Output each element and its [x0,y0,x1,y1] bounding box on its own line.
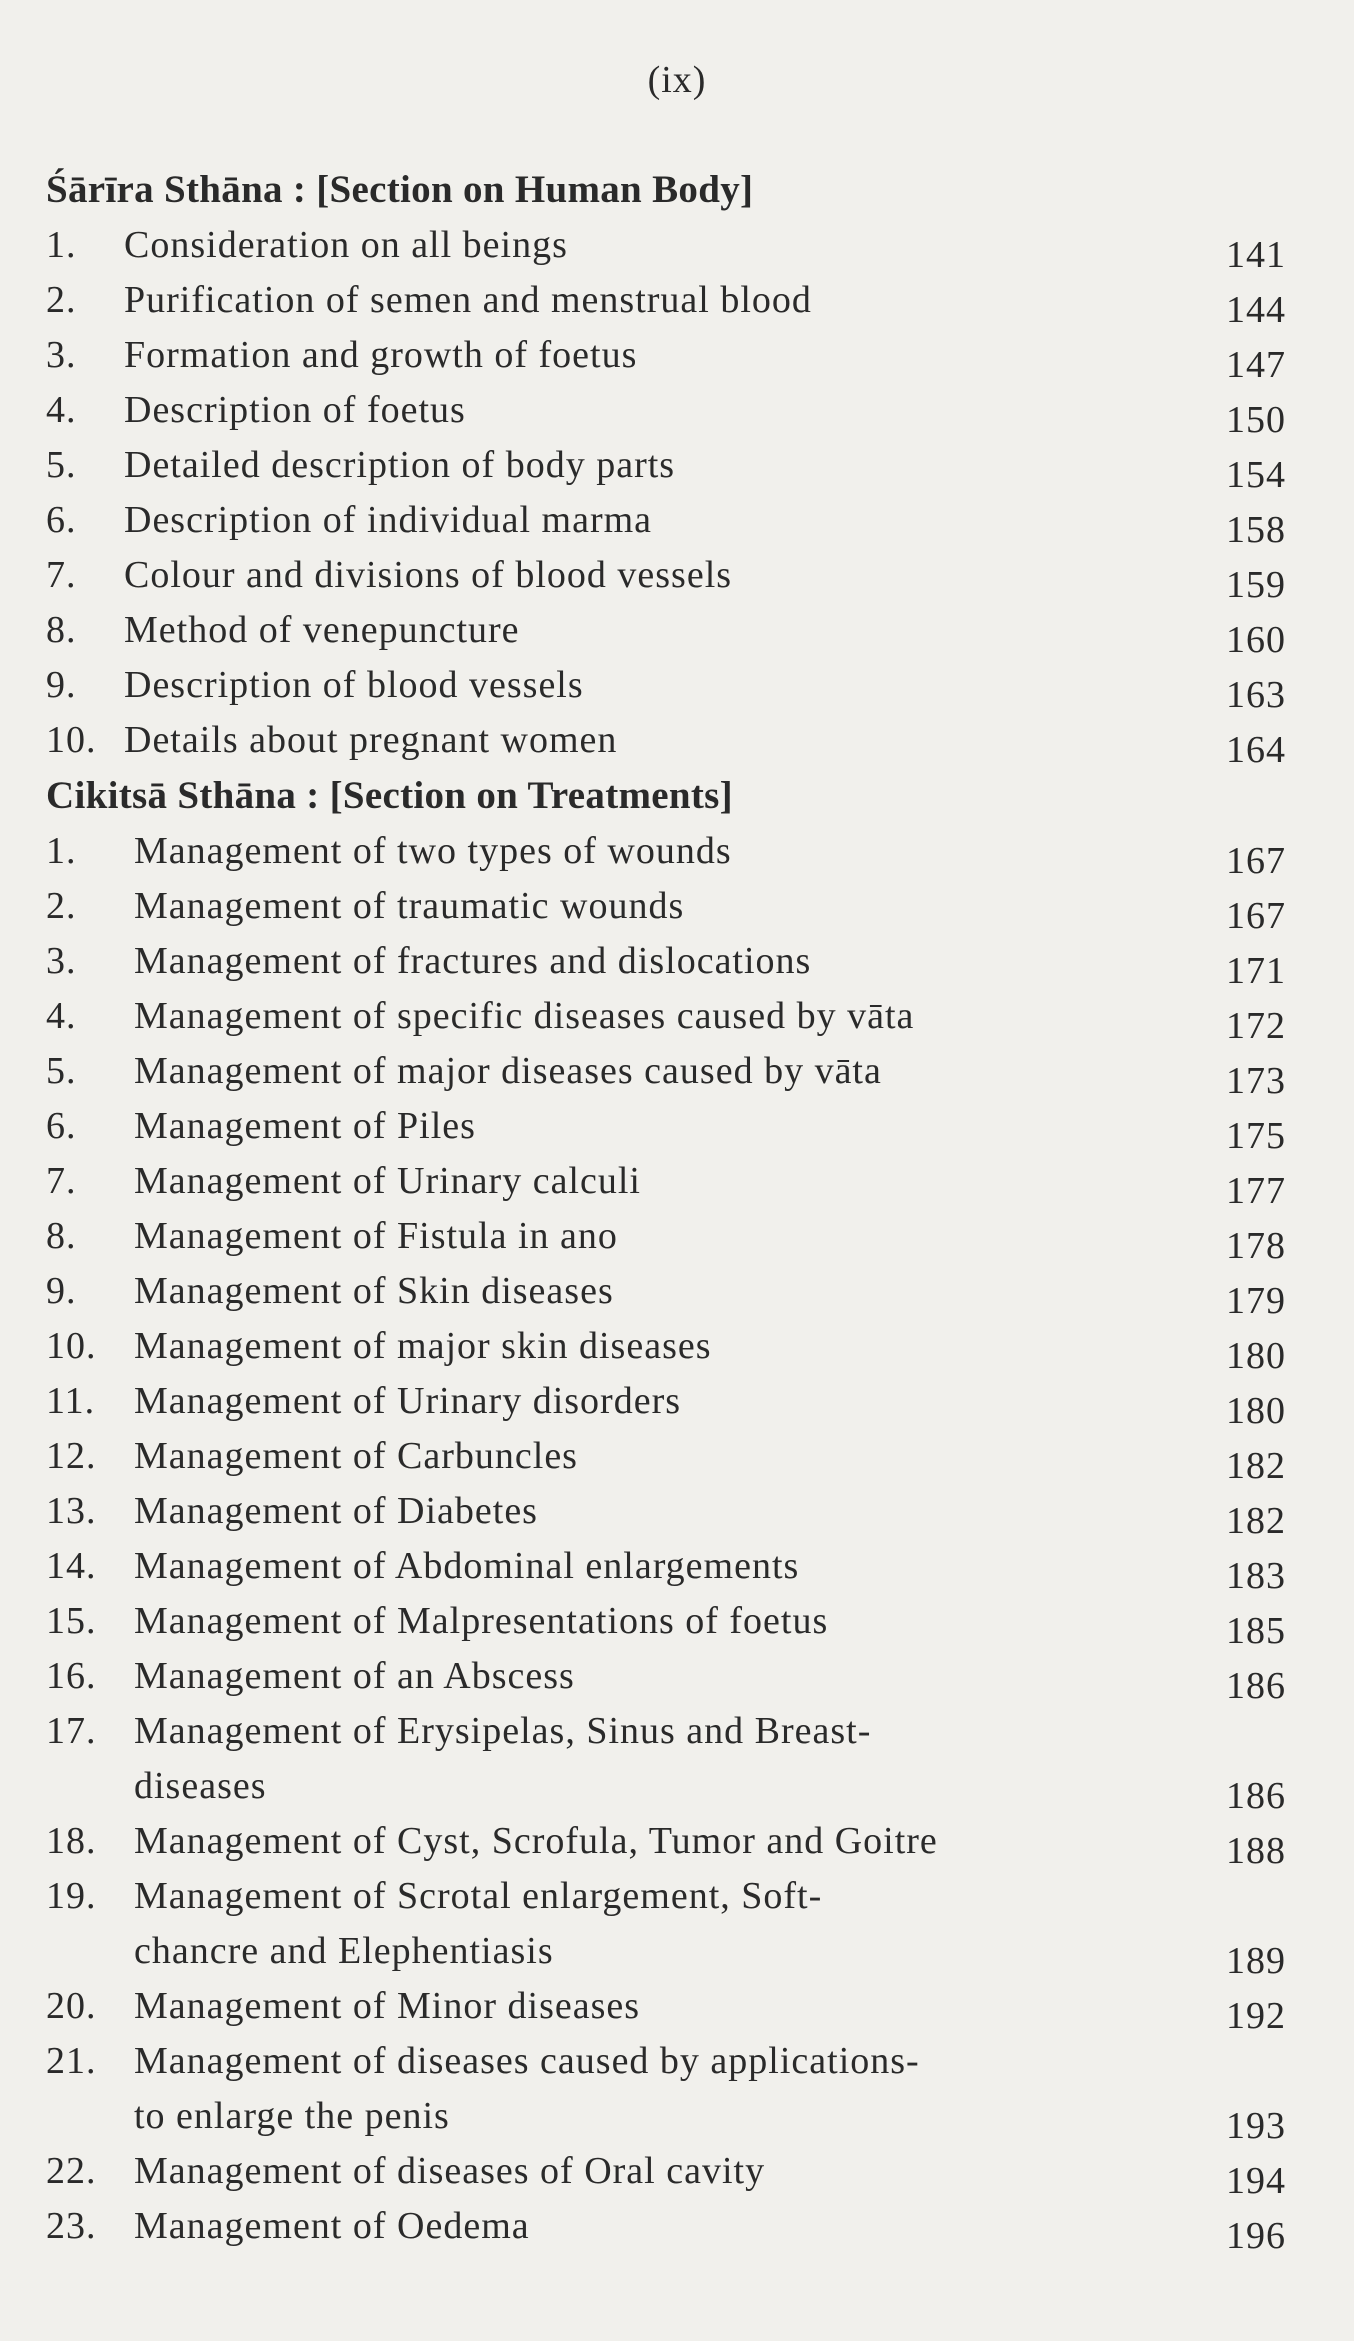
entry-title-line: chancre and Elephentiasis [134,1930,554,1972]
toc-entry [46,1374,1286,1432]
entry-title-line: Management of major skin diseases [134,1325,712,1367]
entry-page-number: 147 [1226,344,1286,386]
entry-title-line: Method of venepuncture [124,609,520,651]
entry-title-line: Management of Urinary disorders [134,1380,682,1422]
entry-number: 3. [46,334,77,376]
toc-entry [46,1154,1286,1212]
entry-title-line: Management of Diabetes [134,1490,538,1532]
entry-title-line: Management of Erysipelas, Sinus and Breast- [134,1710,872,1752]
toc-entry [46,1704,1286,1817]
entry-title-line: Colour and divisions of blood vessels [124,554,733,596]
entry-page-number: 144 [1226,289,1286,331]
entry-title [134,1979,1196,2034]
entry-page-number: 172 [1226,1005,1286,1047]
entry-title-line: Management of Minor diseases [134,1985,641,2027]
entry-number: 19. [46,1875,97,1917]
entry-title-line: Management of Fistula in ano [134,1215,618,1257]
table-of-contents [46,162,1286,2257]
entry-title [134,1099,1196,1154]
entry-number: 23. [46,2205,97,2247]
entry-title [134,1209,1196,1264]
entry-page-number: 178 [1226,1225,1286,1267]
entry-title [124,548,1196,603]
toc-entry [46,658,1286,716]
entry-page-number: 179 [1226,1280,1286,1322]
entry-page-number: 189 [1226,1940,1286,1982]
entry-page-number: 150 [1226,399,1286,441]
entry-title-line: Management of diseases of Oral cavity [134,2150,766,2192]
entry-title [124,383,1196,438]
toc-entry [46,493,1286,551]
entry-title [134,2144,1196,2199]
entry-title-line: Details about pregnant women [124,719,618,761]
entry-title [134,1429,1196,1484]
entry-number: 13. [46,1490,97,1532]
entry-page-number: 159 [1226,564,1286,606]
entry-title [124,218,1196,273]
entry-title-line: Management of Oedema [134,2205,530,2247]
entry-title-line: Management of Scrotal enlargement, Soft- [134,1875,823,1917]
entry-number: 7. [46,1160,77,1202]
toc-entry [46,2034,1286,2147]
entry-number: 1. [46,224,77,266]
entry-number: 17. [46,1710,97,1752]
entry-title-line: Purification of semen and menstrual blood [124,279,812,321]
entry-page-number: 185 [1226,1610,1286,1652]
entry-number: 16. [46,1655,97,1697]
entry-number: 11. [46,1380,96,1422]
toc-entry [46,989,1286,1047]
entry-number: 18. [46,1820,97,1862]
entry-number: 3. [46,940,77,982]
toc-entry [46,383,1286,441]
toc-entry [46,1429,1286,1487]
toc-entry [46,1044,1286,1102]
entry-number: 7. [46,554,77,596]
entry-title-line: Management of Piles [134,1105,476,1147]
toc-entry [46,1539,1286,1597]
entry-number: 10. [46,719,97,761]
entry-title [134,879,1196,934]
toc-entry [46,1979,1286,2037]
entry-number: 5. [46,1050,77,1092]
toc-entry [46,2199,1286,2257]
entry-page-number: 182 [1226,1500,1286,1542]
entry-page-number: 194 [1226,2160,1286,2202]
entry-number: 2. [46,885,77,927]
toc-entry [46,1869,1286,1982]
entry-page-number: 186 [1226,1775,1286,1817]
entry-title-line: Management of two types of wounds [134,830,732,872]
entry-title [124,328,1196,383]
entry-title [124,603,1196,658]
entry-number: 9. [46,664,77,706]
entry-number: 4. [46,995,77,1037]
entry-page-number: 175 [1226,1115,1286,1157]
entry-title [124,658,1196,713]
entry-page-number: 154 [1226,454,1286,496]
entry-title [134,934,1196,989]
entry-number: 14. [46,1545,97,1587]
toc-entry [46,1099,1286,1157]
entry-number: 12. [46,1435,97,1477]
entry-title-line: Description of blood vessels [124,664,584,706]
toc-entry [46,218,1286,276]
section-heading: Cikitsā Sthāna : [Section on Treatments] [46,774,733,817]
toc-entry [46,1814,1286,1872]
entry-title-line: Description of foetus [124,389,466,431]
entry-title-line: Detailed description of body parts [124,444,676,486]
entry-title-line: Formation and growth of foetus [124,334,638,376]
entry-page-number: 193 [1226,2105,1286,2147]
entry-title-line: Management of an Abscess [134,1655,575,1697]
entry-number: 1. [46,830,77,872]
entry-page-number: 167 [1226,840,1286,882]
entry-title-line: Management of Carbuncles [134,1435,578,1477]
entry-title-line: Management of traumatic wounds [134,885,685,927]
entry-title [134,824,1196,879]
entry-number: 20. [46,1985,97,2027]
entry-page-number: 192 [1226,1995,1286,2037]
entry-title [134,1484,1196,1539]
entry-title-line: Management of Cyst, Scrofula, Tumor and Goitre [134,1820,938,1862]
entry-page-number: 158 [1226,509,1286,551]
entry-title-line: Management of major diseases caused by vāta [134,1050,882,1092]
entry-number: 5. [46,444,77,486]
entry-title [124,493,1196,548]
entry-title [134,1594,1196,1649]
entry-title [134,989,1196,1044]
section-heading: Śārīra Sthāna : [Section on Human Body] [46,168,754,211]
entry-title [134,1374,1196,1429]
entry-page-number: 188 [1226,1830,1286,1872]
entry-page-number: 183 [1226,1555,1286,1597]
toc-entry [46,934,1286,992]
entry-title [134,1869,1196,1979]
entry-page-number: 173 [1226,1060,1286,1102]
entry-title [124,273,1196,328]
entry-title-line: Management of specific diseases caused by vāta [134,995,915,1037]
entry-title [124,713,1196,768]
entry-page-number: 180 [1226,1390,1286,1432]
toc-entry [46,438,1286,496]
entry-title-line: Management of diseases caused by applications- [134,2040,920,2082]
entry-number: 22. [46,2150,97,2192]
entry-title [134,2034,1196,2144]
entry-title-line: Management of Abdominal enlargements [134,1545,800,1587]
toc-entry [46,1209,1286,1267]
entry-title [134,1649,1196,1704]
entry-number: 2. [46,279,77,321]
page-number: (ix) [647,59,707,101]
toc-entry [46,879,1286,937]
entry-number: 6. [46,1105,77,1147]
toc-entry [46,603,1286,661]
entry-page-number: 171 [1226,950,1286,992]
entry-page-number: 141 [1226,234,1286,276]
entry-number: 15. [46,1600,97,1642]
entry-title [134,2199,1196,2254]
entry-title-line: diseases [134,1765,267,1807]
entry-page-number: 163 [1226,674,1286,716]
entry-number: 4. [46,389,77,431]
entry-number: 10. [46,1325,97,1367]
toc-entry [46,328,1286,386]
entry-title-line: Management of fractures and dislocations [134,940,812,982]
toc-entry [46,1594,1286,1652]
entry-title [134,1704,1196,1814]
entry-title-line: Consideration on all beings [124,224,568,266]
entry-title [134,1539,1196,1594]
entry-title [124,438,1196,493]
entry-page-number: 160 [1226,619,1286,661]
entry-page-number: 196 [1226,2215,1286,2257]
entry-title-line: Description of individual marma [124,499,653,541]
entry-title-line: to enlarge the penis [134,2095,450,2137]
toc-entry [46,273,1286,331]
toc-entry [46,1264,1286,1322]
entry-number: 8. [46,1215,77,1257]
entry-page-number: 177 [1226,1170,1286,1212]
toc-entry [46,1319,1286,1377]
toc-entry [46,1484,1286,1542]
entry-page-number: 186 [1226,1665,1286,1707]
entry-title-line: Management of Malpresentations of foetus [134,1600,829,1642]
entry-page-number: 164 [1226,729,1286,771]
entry-number: 9. [46,1270,77,1312]
entry-page-number: 167 [1226,895,1286,937]
toc-entry [46,713,1286,771]
entry-page-number: 180 [1226,1335,1286,1377]
entry-title [134,1264,1196,1319]
entry-title [134,1814,1196,1869]
entry-title-line: Management of Urinary calculi [134,1160,641,1202]
toc-entry [46,1649,1286,1707]
entry-title [134,1154,1196,1209]
entry-title [134,1319,1196,1374]
entry-number: 8. [46,609,77,651]
entry-title [134,1044,1196,1099]
toc-entry [46,824,1286,882]
toc-entry [46,548,1286,606]
entry-number: 21. [46,2040,97,2082]
entry-title-line: Management of Skin diseases [134,1270,614,1312]
toc-entry [46,2144,1286,2202]
entry-page-number: 182 [1226,1445,1286,1487]
entry-number: 6. [46,499,77,541]
